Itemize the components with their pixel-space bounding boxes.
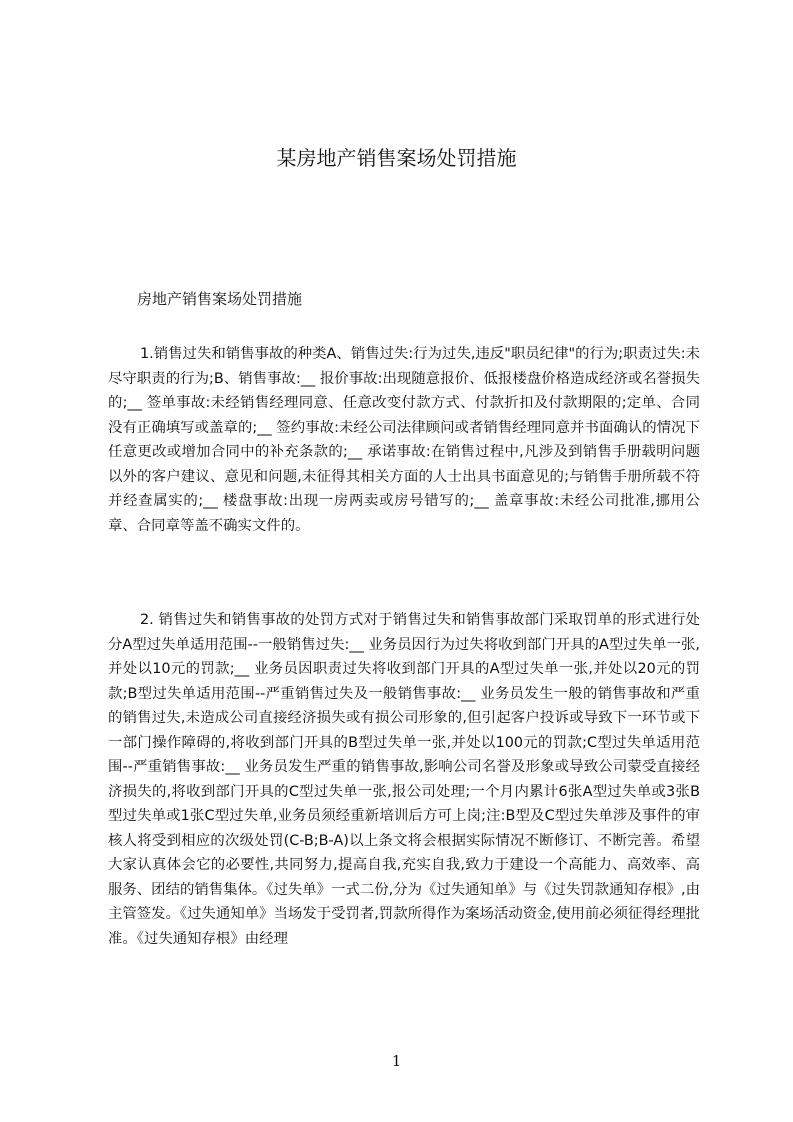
document-title: 某房地产销售案场处罚措施 — [276, 146, 517, 170]
page-number: 1 — [391, 1052, 402, 1070]
document-subtitle: 房地产销售案场处罚措施 — [137, 290, 303, 308]
paragraph-2: 2. 销售过失和销售事故的处罚方式对于销售过失和销售事故部门采取罚单的形式进行处分A型过失单适用范围--一般销售过失:__ 业务员因行为过失将收到部门开具的A型过失单一张,并处以10元的罚款;__ 业务员因职责过失将收到部门开具的A型过失单一张,并处以20元的罚款;B型过失单适用范围--严重销售过失及一般销售事故:__ 业务员发生一般的销售事故和严重的销售过失,未造成公司直接经济损失或有损公司形象的,但引起客户投诉或导致下一环节或下一部门操作障碍的,将收到部门开具的B型过失单一张,并处以100元的罚款;C型过失单适用范围--严重销售事故:__ 业务员发生严重的销售事故,影响公司名誉及形象或导致公司蒙受直接经济损失的,将收到部门开具的C型过失单一张,报公司处理;一个月内累计6张A型过失单或3张B型过失单或1张C型过失单,业务员须经重新培训后方可上岗;注:B型及C型过失单涉及事件的审核人将受到相应的次级处罚(C-B;B-A)以上条文将会根据实际情况不断修订、不断完善。希望大家认真体会它的必要性,共同努力,提高自我,充实自我,致力于建设一个高能力、高效率、高服务、团结的销售集体。《过失单》一式二份,分为《过失通知单》与《过失罚款通知存根》,由主管签发。《过失通知单》当场发于受罚者,罚款所得作为案场活动资金,使用前必须征得经理批准。《过失通知存根》由经理 — [108, 612, 700, 947]
paragraph-1: 1.销售过失和销售事故的种类A、销售过失:行为过失,违反"职员纪律"的行为;职责过失:未尽守职责的行为;B、销售事故:__ 报价事故:出现随意报价、低报楼盘价格造成经济或名誉损失的;__ 签单事故:未经销售经理同意、任意改变付款方式、付款折扣及付款期限的;定单、合同没有正确填写或盖章的;__ 签约事故:未经公司法律顾问或者销售经理同意并书面确认的情况下任意更改或增加合同中的补充条款的;__ 承诺事故:在销售过程中,凡涉及到销售手册载明问题以外的客户建议、意见和问题,未征得其相关方面的人士出具书面意见的;与销售手册所载不符并经查属实的;__ 楼盘事故:出现一房两卖或房号错写的;__ 盖章事故:未经公司批准,挪用公章、合同章等盖不确实文件的。 — [108, 346, 700, 534]
